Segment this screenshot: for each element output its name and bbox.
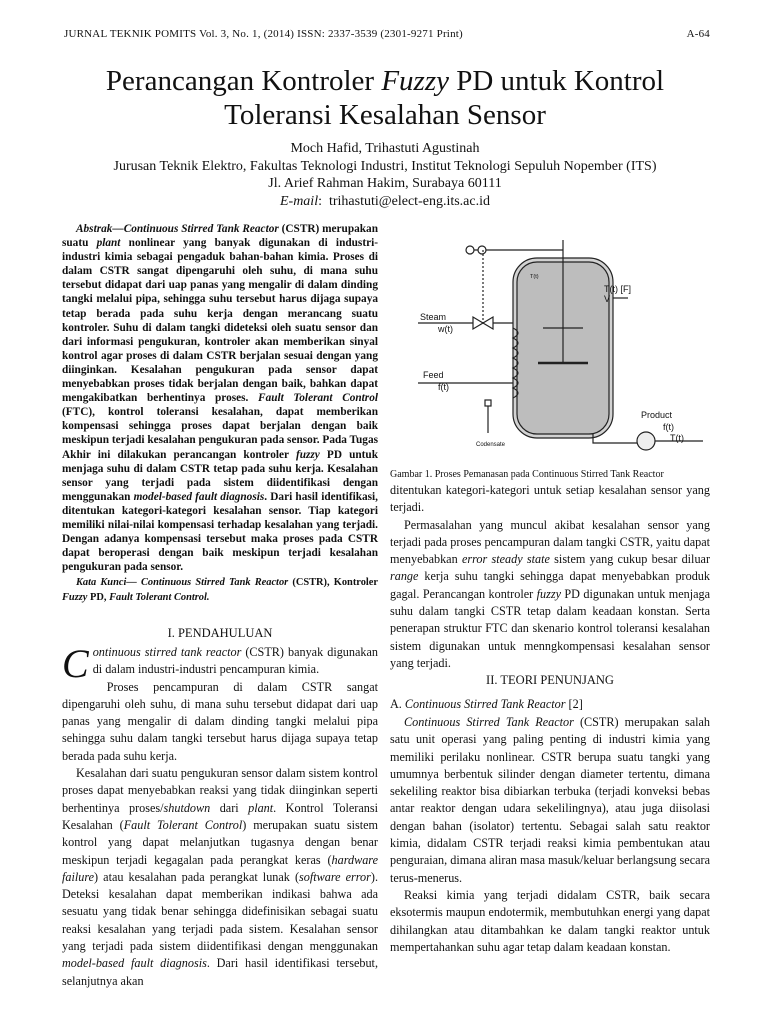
label-condensate: Codensate xyxy=(476,442,506,448)
label-ft2: f(t) xyxy=(663,422,674,432)
paragraph: Proses pencampuran di dalam CSTR sangat dipengaruhi oleh suhu, di mana suhu tersebut didapat dari uap panas yang mengalir di dalam dinding tangki melalui pipa sehingga suhu dalam tangki tersebut harus dijaga supaya tetap berada pada suhu kerja. xyxy=(62,679,378,763)
section-2-body xyxy=(390,714,710,956)
affiliation: Jurusan Teknik Elektro, Fakultas Teknologi Industri, Institut Teknologi Sepuluh Nopember (ITS) xyxy=(113,158,657,174)
email-link[interactable]: trihastuti@elect-eng.its.ac.id xyxy=(328,193,490,209)
paragraph: Continuous stirred tank reactor (CSTR) banyak digunakan di dalam industri-industri pencampuran kimia. xyxy=(62,641,378,686)
keywords: Kata Kunci— Continuous Stirred Tank Reactor (CSTR), Kontroler Fuzzy PD, Fault Tolerant Control. xyxy=(62,577,379,603)
label-tt: T(t) xyxy=(670,433,684,443)
paragraph: Permasalahan yang muncul akibat kesalahan sensor yang terjadi pada proses pencampuran dalam tangki CSTR, yaitu dapat menyebabkan error steady state sistem yang cukup besar diluar range kerja suhu tangki sehingga dapat menyebabkan produk gagal. Perancangan kontroler fuzzy PD digunakan untuk menjaga suhu dalam tangki CSTR tetap dalam keadaan konstan. Serta penerapan struktur FTC dan skenario kontrol toleransi kesalahan sistem digunakan untuk menngkompensasi kesalahan sensor yang terjadi. xyxy=(390,517,711,670)
label-product: Product xyxy=(641,410,673,420)
section-1-body xyxy=(62,641,378,990)
paragraph: ditentukan kategori-kategori untuk setiap kesalahan sensor yang terjadi. xyxy=(390,483,710,515)
paragraph: Kesalahan dari suatu pengukuran sensor dalam sistem kontrol proses dapat menyebabkan reaksi yang tidak diinginkan seperti berhentinya proses/shutdown dari plant. Kontrol Toleransi Kesalahan (Fault Tolerant Control) merupakan suatu sistem kontrol yang dapat melanjutkan tugasnya dengan benar meskipun terjadi kegagalan pada perangkat keras (hardware failure) atau kesalahan pada perangkat lunak (software error). Deteksi kesalahan dapat memberikan indikasi bahwa ada sesuatu yang tidak benar sehingga didefinisikan sebagai suatu reaksi kesalahan yang terjadi pada sistem. Kesalahan sensor yang terjadi pada sistem diidentifikasi dengan menggunakan model-based fault diagnosis. Dari hasil identifikasi tersebut, selanjutnya akan xyxy=(62,766,378,988)
section-heading-2: II. TEORI PENUNJANG xyxy=(486,673,614,687)
figure-caption: Gambar 1. Proses Pemanasan pada Continuous Stirred Tank Reactor xyxy=(390,469,664,480)
paragraph: Reaksi kimia yang terjadi didalam CSTR, baik secara eksotermis maupun endotermik, membutuhkan energi yang dapat dihilangkan atau ditambahkan ke dalam tangki reaktor untuk mempertahankan suhu agar tetap dalam keadaan konstan. xyxy=(390,887,710,954)
right-column-body xyxy=(390,482,710,672)
label-feed: Feed xyxy=(423,370,444,380)
label-tf: T(t) [F] xyxy=(604,284,631,294)
label-ft: f(t) xyxy=(438,382,449,392)
paragraph: Continuous Stirred Tank Reactor (CSTR) merupakan salah satu unit operasi yang paling penting di industri kimia yang memiliki perilaku nonlinear. CSTR berupa suatu tangki yang umumnya berbentuk silinder dengan diameter tertentu, dimana sekeliling reaktor bisa dibiarkan terbuka (terjadi konveksi bebas antar reaktor dengan udara sekelilingnya), atau juga diisolasi dengan bahan (isolator) tertentu. Sebagai salah satu reaktor kimia, didalam CSTR terjadi reaksi kimia pembentukan atau penguraian, dimana aliran masa masuk/keluar berlangsung secara terus-menerus. xyxy=(390,715,710,885)
author-block xyxy=(60,140,710,210)
label-tin: T(t) xyxy=(530,274,539,280)
label-v: V xyxy=(604,294,611,304)
label-wt: w(t) xyxy=(438,324,453,334)
author-names: Moch Hafid, Trihastuti Agustinah xyxy=(290,141,480,156)
running-header xyxy=(64,28,710,40)
drop-cap: C xyxy=(62,641,89,686)
journal-info: JURNAL TEKNIK POMITS Vol. 3, No. 1, (2014) ISSN: 2337-3539 (2301-9271 Print) xyxy=(64,28,463,40)
abstract: Abstrak—Continuous Stirred Tank Reactor (CSTR) merupakan suatu plant nonlinear yang banyak digunakan di industri-industri kimia sebagai pengaduk bahan-bahan kimia. Proses di dalam CSTR sangat dipengaruhi oleh suhu, di mana suhu tersebut didapat dari uap panas yang mengalir di dalam dinding tangki melalui pipa, sehingga suhu tersebut harus dijaga supaya tetap berada pada suhu kerja dengan merancang suatu kontroler. Suhu di dalam tangki dideteksi oleh suatu sensor dan dari informasi pengukuran, kontroler akan memberikan sinyal kontrol agar proses di dalam CSTR berjalan sesuai dengan yang diinginkan. Kesalahan pengukuran pada sensor dapat menyebabkan proses tidak berjalan dengan baik, bahkan dapat mengakibatkan berhentinya proses. Fault Tolerant Control (FTC), kontrol toleransi kesalahan, dapat memberikan kompensasi sehingga proses dapat berjalan dengan baik meskipun terjadi kesalahan pengukuran pada sensor. Pada Tugas Akhir ini dilakukan perancangan kontroler fuzzy PD untuk menjaga suhu di dalam CSTR tetap pada suhu kerja. Kesalahan sensor yang terjadi pada sistem diidentifikasi dengan menggunakan model-based fault diagnosis. Dari hasil identifikasi, ditentukan kategori-kategori kesalahan sensor. Tiap kategori memiliki nilai-nilai kompensasi terhadap kesalahan yang terjadi. Dengan adanya kompensasi tersebut maka proses pada CSTR dapat beroperasi dengan baik meskipun terjadi kesalahan pengukuran pada sensor. xyxy=(62,223,379,574)
label-steam: Steam xyxy=(420,312,447,322)
subsection-heading: A. Continuous Stirred Tank Reactor [2] xyxy=(390,697,583,711)
cstr-diagram xyxy=(408,228,708,458)
section-heading-1: I. PENDAHULUAN xyxy=(167,626,273,640)
paper-title: Perancangan Kontroler Fuzzy PD untuk Kontrol Toleransi Kesalahan Sensor xyxy=(105,65,665,131)
address: Jl. Arief Rahman Hakim, Surabaya 60111 xyxy=(268,176,502,191)
page-number: A-64 xyxy=(686,28,710,40)
email-line: E-mail: trihastuti@elect-eng.its.ac.id xyxy=(279,193,490,209)
